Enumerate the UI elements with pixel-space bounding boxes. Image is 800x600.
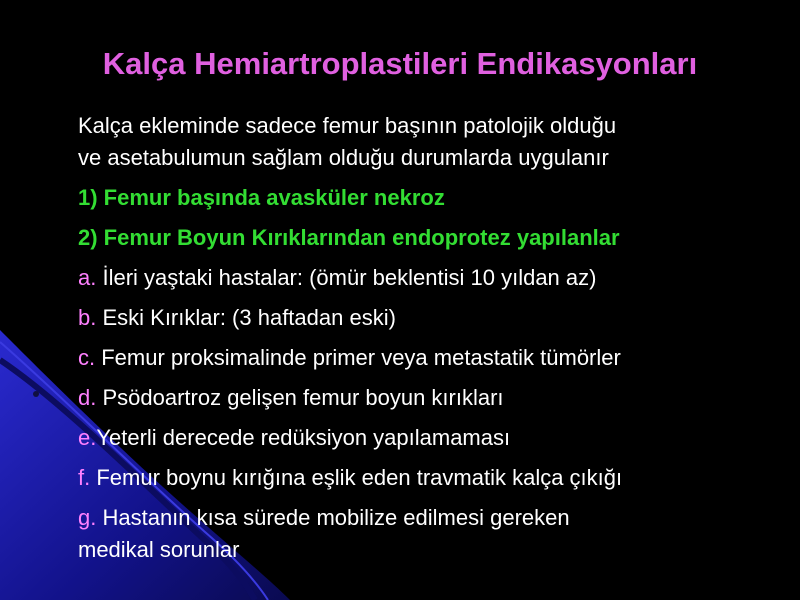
heading-femoral-neck-fractures: 2) Femur Boyun Kırıklarından endoprotez yapılanlar (78, 225, 620, 250)
list-marker: d. (78, 385, 97, 410)
list-item-c (78, 343, 621, 373)
list-item-a (78, 263, 596, 293)
list-item-text: Femur boynu kırığına eşlik eden travmatik kalça çıkığı (90, 465, 623, 490)
intro-line-1: Kalça ekleminde sadece femur başının patolojik olduğu (78, 113, 617, 138)
list-item-text: Eski Kırıklar: (3 haftadan eski) (96, 305, 396, 330)
list-item-text: Psödoartroz gelişen femur boyun kırıkları (96, 385, 504, 410)
list-marker: f. (78, 465, 91, 490)
list-marker: e. (78, 425, 97, 450)
list-item-f (78, 463, 622, 493)
list-item-text: Femur proksimalinde primer veya metastatik tümörler (95, 345, 621, 370)
list-marker: b. (78, 305, 97, 330)
list-item-b (78, 303, 396, 333)
list-item-d (78, 383, 504, 413)
list-item-text: Yeterli derecede redüksiyon yapılamaması (96, 425, 511, 450)
list-item-e (78, 423, 510, 453)
list-item-g-continuation: medikal sorunlar (78, 537, 240, 562)
heading-avascular-necrosis: 1) Femur başında avasküler nekroz (78, 185, 445, 210)
list-item-text: İleri yaştaki hastalar: (ömür beklentisi 10 yıldan az) (96, 265, 597, 290)
list-marker: c. (78, 345, 96, 370)
slide-title: Kalça Hemiartroplastileri Endikasyonları (102, 46, 698, 81)
list-marker: a. (78, 265, 97, 290)
list-item-g (78, 503, 570, 533)
list-item-text: Hastanın kısa sürede mobilize edilmesi gereken (96, 505, 570, 530)
list-marker: g. (78, 505, 97, 530)
intro-line-2: ve asetabulumun sağlam olduğu durumlarda uygulanır (78, 145, 609, 170)
